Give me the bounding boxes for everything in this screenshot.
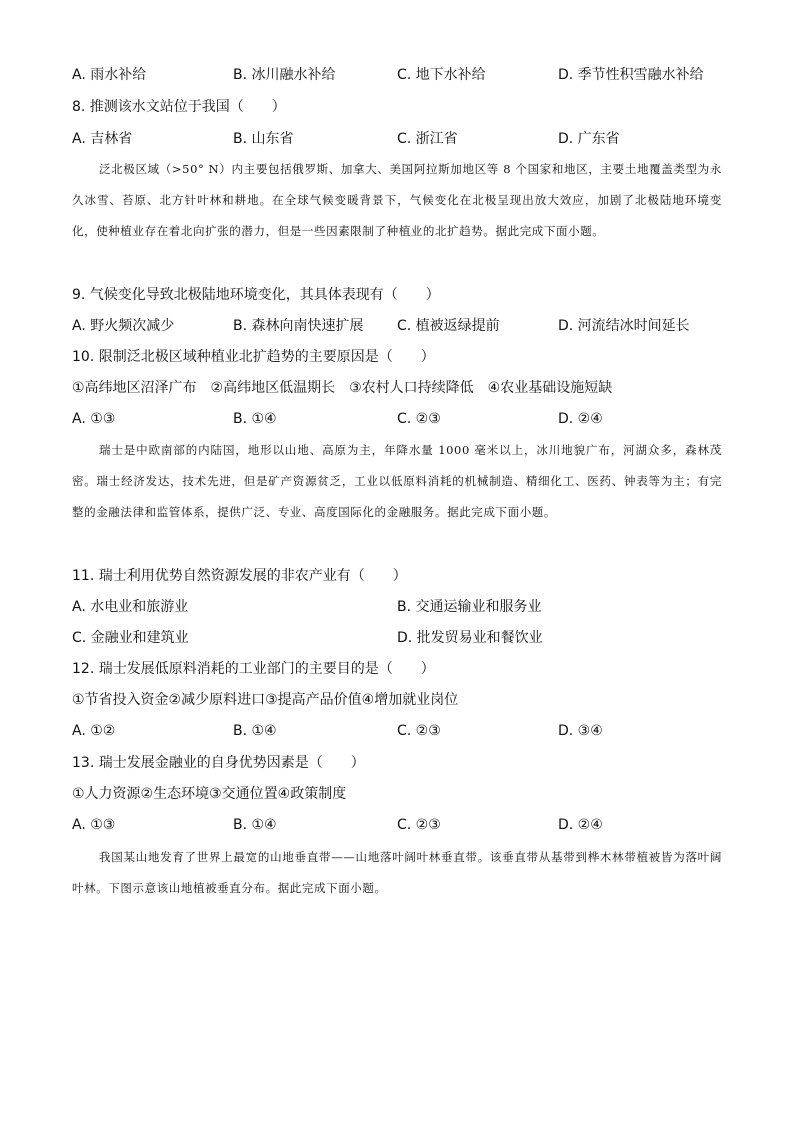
passage-arctic: 泛北极区域（>50° N）内主要包括俄罗斯、加拿大、美国阿拉斯加地区等 8 个国家和地区，主要土地覆盖类型为永久冰雪、苔原、北方针叶林和耕地。在全球气候变暖背景下，气候变化在北极呈现出放大效应，加剧了北极陆地环境变化，使种植业存在着北向扩张的潜力，但是一些因素限制了种植业的北扩趋势。据此完成下面小题。 bbox=[72, 162, 722, 238]
q9-option-a: A. 野火频次减少 bbox=[72, 318, 175, 334]
q12-items: ①节省投入资金②减少原料进口③提高产品价值④增加就业岗位 bbox=[72, 692, 459, 708]
q7-option-d: D. 季节性积雪融水补给 bbox=[558, 67, 704, 83]
q10-option-c: C. ②③ bbox=[397, 411, 441, 427]
q8-option-b: B. 山东省 bbox=[233, 131, 294, 147]
q7-option-c: C. 地下水补给 bbox=[397, 67, 486, 83]
q13-option-a: A. ①③ bbox=[72, 817, 116, 833]
q12-option-c: C. ②③ bbox=[397, 723, 441, 739]
q7-option-a: A. 雨水补给 bbox=[72, 67, 147, 83]
q10-option-a: A. ①③ bbox=[72, 411, 116, 427]
q10-items: ①高纬地区沼泽广布 ②高纬地区低温期长 ③农村人口持续降低 ④农业基础设施短缺 bbox=[72, 380, 613, 396]
q12-stem: 12. 瑞士发展低原料消耗的工业部门的主要目的是（ ） bbox=[72, 661, 435, 677]
q13-option-c: C. ②③ bbox=[397, 817, 441, 833]
q13-stem: 13. 瑞士发展金融业的自身优势因素是（ ） bbox=[72, 755, 365, 771]
q10-stem: 10. 限制泛北极区域种植业北扩趋势的主要原因是（ ） bbox=[72, 349, 435, 365]
q9-option-b: B. 森林向南快速扩展 bbox=[233, 318, 364, 334]
passage-switzerland: 瑞士是中欧南部的内陆国，地形以山地、高原为主，年降水量 1000 毫米以上，冰川地貌广布，河湖众多，森林茂密。瑞士经济发达，技术先进，但是矿产资源贫乏，工业以低原料消耗的机械制造、精细化工、医药、钟表等为主；有完整的金融法律和监管体系，提供广泛、专业、高度国际化的金融服务。据此完成下面小题。 bbox=[72, 443, 722, 519]
q9-option-d: D. 河流结冰时间延长 bbox=[558, 318, 690, 334]
q8-stem: 8. 推测该水文站位于我国（ ） bbox=[72, 99, 286, 115]
q12-option-b: B. ①④ bbox=[233, 723, 277, 739]
q13-option-b: B. ①④ bbox=[233, 817, 277, 833]
q7-option-b: B. 冰川融水补给 bbox=[233, 67, 336, 83]
q12-option-d: D. ③④ bbox=[558, 723, 603, 739]
q8-option-a: A. 吉林省 bbox=[72, 131, 133, 147]
q11-option-d: D. 批发贸易业和餐饮业 bbox=[397, 630, 543, 646]
passage-mountain: 我国某山地发育了世界上最宽的山地垂直带——山地落叶阔叶林垂直带。该垂直带从基带到桦木林带植被皆为落叶阔叶林。下图示意该山地植被垂直分布。据此完成下面小题。 bbox=[72, 850, 722, 895]
q8-option-c: C. 浙江省 bbox=[397, 131, 458, 147]
q12-option-a: A. ①② bbox=[72, 723, 116, 739]
q9-option-c: C. 植被返绿提前 bbox=[397, 318, 500, 334]
q13-option-d: D. ②④ bbox=[558, 817, 603, 833]
q11-option-a: A. 水电业和旅游业 bbox=[72, 599, 189, 615]
q9-stem: 9. 气候变化导致北极陆地环境变化，其具体表现有（ ） bbox=[72, 287, 440, 303]
q10-option-d: D. ②④ bbox=[558, 411, 603, 427]
q8-option-d: D. 广东省 bbox=[558, 131, 620, 147]
q11-option-c: C. 金融业和建筑业 bbox=[72, 630, 189, 646]
q11-option-b: B. 交通运输业和服务业 bbox=[397, 599, 542, 615]
q10-option-b: B. ①④ bbox=[233, 411, 277, 427]
q11-stem: 11. 瑞士利用优势自然资源发展的非农产业有（ ） bbox=[72, 568, 407, 584]
q13-items: ①人力资源②生态环境③交通位置④政策制度 bbox=[72, 786, 347, 802]
